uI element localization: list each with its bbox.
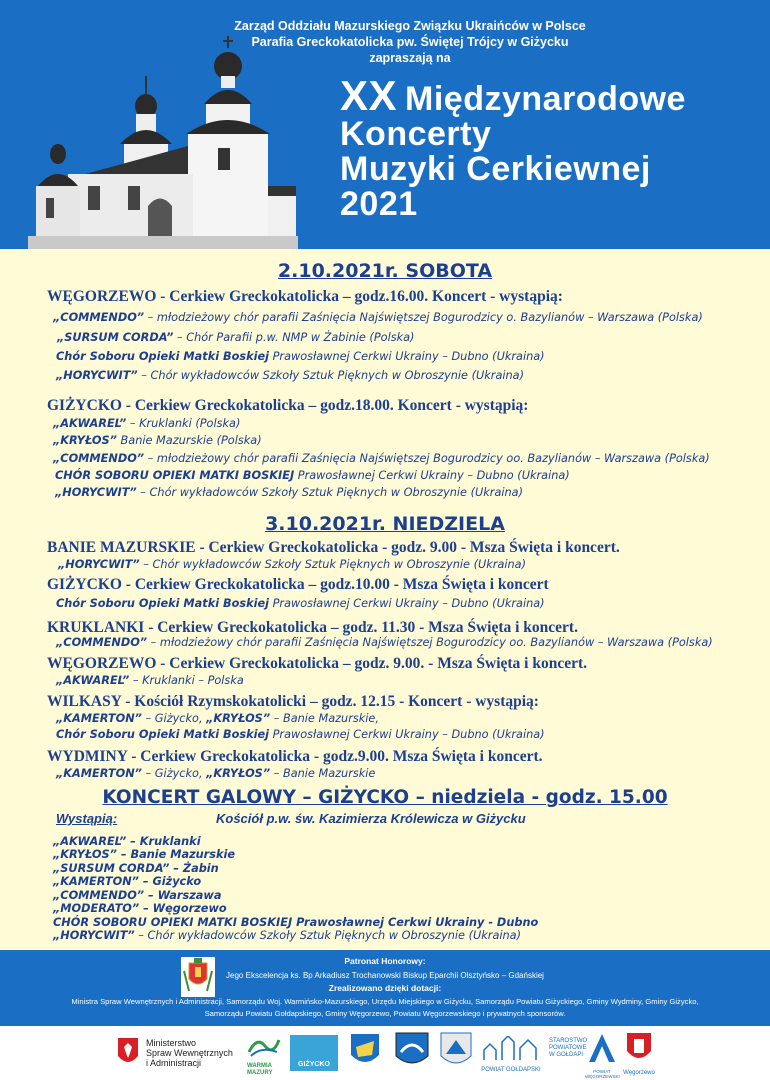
org-line-2: Parafia Greckokatolicka pw. Świętej Trójcy w Giżycku bbox=[251, 35, 569, 49]
day2-loc6-item: „KAMERTON” – Giżycko, „KRYŁOS” – Banie Mazurskie bbox=[56, 767, 376, 780]
mswia-logo-text: Ministerstwo Spraw Wewnętrznych i Administracji bbox=[146, 1038, 233, 1068]
day1-heading: 2.10.2021r. SOBOTA bbox=[277, 260, 493, 282]
day2-loc2-item: Chór Soboru Opieki Matki Boskiej Prawosławnej Cerkwi Ukrainy – Dubno (Ukraina) bbox=[56, 597, 545, 610]
gala-performer: „MODERATO” – Węgorzewo bbox=[53, 902, 227, 915]
day1-location-1: WĘGORZEWO - Cerkiew Greckokatolicka – godz.16.00. Koncert - wystąpią: bbox=[47, 288, 563, 305]
gala-performer: „AKWAREL” – Kruklanki bbox=[53, 835, 201, 848]
patronat-text: Jego Ekscelencja ks. Bp Arkadiusz Trochanowski Biskup Eparchii Olsztyńsko – Gdańskiej bbox=[226, 971, 544, 980]
day1-loc1-item-4: „HORYCWIT” – Chór wykładowców Szkoły Sztuk Pięknych w Obroszynie (Ukraina) bbox=[56, 369, 525, 382]
polish-eagle-icon bbox=[116, 1036, 140, 1068]
day2-heading: 3.10.2021r. NIEDZIELA bbox=[265, 513, 505, 535]
title-line-4: 2021 bbox=[340, 185, 418, 223]
sponsor-logos bbox=[0, 1026, 770, 1080]
starostwo-logo-text: STAROSTWO POWIATOWE W GOŁDAPI bbox=[549, 1038, 588, 1058]
day2-location-2: GIŻYCKO - Cerkiew Greckokatolicka – godz.10.00 - Msza Święta i koncert bbox=[47, 576, 549, 593]
day2-location-3: KRUKLANKI - Cerkiew Greckokatolicka – godz. 11.30 - Msza Święta i koncert. bbox=[47, 619, 578, 636]
gala-performers-label: Wystąpią: bbox=[56, 811, 118, 826]
wegorzewo-logo: Węgorzewo bbox=[622, 1031, 656, 1075]
day2-location-6: WYDMINY - Cerkiew Greckokatolicka - godz.9.00. Msza Święta i koncert. bbox=[47, 748, 543, 765]
church-image bbox=[28, 36, 298, 249]
warmia-mazury-icon bbox=[247, 1034, 281, 1058]
coat-of-arms-icon bbox=[440, 1032, 472, 1070]
gala-performer: „SURSUM CORDA” – Żabin bbox=[53, 862, 219, 875]
footer-banner bbox=[0, 950, 770, 1026]
day2-loc5-item-1: „KAMERTON” – Giżycko, „KRYŁOS” – Banie Mazurskie, bbox=[56, 712, 379, 725]
patronat-title: Patronat Honorowy: bbox=[344, 956, 426, 966]
wegorzewski-icon bbox=[585, 1032, 619, 1064]
day2-location-4: WĘGORZEWO - Cerkiew Greckokatolicka – godz. 9.00. - Msza Święta i koncert. bbox=[47, 655, 588, 672]
day2-location-1: BANIE MAZURSKIE - Cerkiew Greckokatolicka - godz. 9.00 - Msza Święta i koncert. bbox=[47, 539, 620, 556]
day1-loc2-item-1: „AKWAREL” – Kruklanki (Polska) bbox=[53, 417, 241, 430]
gala-performer: „KRYŁOS” – Banie Mazurskie bbox=[53, 848, 236, 861]
powiat-wegorzewski-logo: POWIAT WĘGORZEWSKI bbox=[585, 1032, 619, 1074]
gala-performer: „KAMERTON” – Giżycko bbox=[53, 875, 202, 888]
coat-of-arms-icon bbox=[350, 1033, 380, 1069]
day2-loc4-item: „AKWAREL” – Kruklanki – Polska bbox=[56, 674, 244, 687]
day2-loc5-item-2: Chór Soboru Opieki Matki Boskiej Prawosławnej Cerkwi Ukrainy – Dubno (Ukraina) bbox=[56, 728, 545, 741]
dotacje-title: Zrealizowano dzięki dotacji: bbox=[328, 983, 442, 993]
day1-loc1-item-2: „SURSUM CORDA” – Chór Parafii p.w. NMP w Żabinie (Polska) bbox=[57, 331, 415, 344]
day1-loc2-item-5: „HORYCWIT” – Chór wykładowców Szkoły Sztuk Pięknych w Obroszynie (Ukraina) bbox=[55, 486, 524, 499]
powiat-goldapski-logo: POWIAT GOŁDAPSKI bbox=[480, 1036, 542, 1072]
dotacje-text: Ministra Spraw Wewnętrznych i Administracji, Samorządu Woj. Warmińsko-Mazurskiego, Urzędu Miejskiego w Giżycku, Samorządu Powiatu Giżyckiego, Gminy Wydminy, Gminy Giżycko, Samorządu Powiatu Gołdapskiego, Gminy Węgorzewo, Powiatu Węgorzewskiego i prywatnych sponsorów. bbox=[71, 997, 699, 1018]
day1-loc2-item-2: „KRYŁOS” Banie Mazurskie (Polska) bbox=[53, 434, 262, 447]
gala-heading: KONCERT GALOWY – GIŻYCKO – niedziela - godz. 15.00 bbox=[102, 787, 668, 808]
day2-loc1-item: „HORYCWIT” – Chór wykładowców Szkoły Sztuk Pięknych w Obroszynie (Ukraina) bbox=[58, 558, 527, 571]
wegorzewo-coat-of-arms-icon bbox=[622, 1031, 656, 1065]
title-xx: XX bbox=[340, 72, 398, 119]
day2-location-5: WILKASY - Kościół Rzymskokatolicki – godz. 12.15 - Koncert - wystąpią: bbox=[47, 693, 539, 710]
day2-loc3-item: „COMMENDO” – młodzieżowy chór parafii Zaśnięcia Najświętszej Bogurodzicy oo. Bazylianów – Warszawa (Polska) bbox=[56, 636, 713, 649]
day1-location-2: GIŻYCKO - Cerkiew Greckokatolicka – godz.18.00. Koncert - wystąpią: bbox=[47, 397, 529, 414]
warmia-mazury-logo: WARMIA MAZURY bbox=[247, 1034, 281, 1072]
goldap-town-icon bbox=[480, 1036, 542, 1062]
organizers bbox=[150, 18, 670, 66]
gizycko-logo: GIŻYCKO bbox=[290, 1035, 338, 1071]
gala-performer: „COMMENDO” – Warszawa bbox=[53, 889, 222, 902]
day1-loc1-item-3: Chór Soboru Opieki Matki Boskiej Prawosławnej Cerkwi Ukrainy – Dubno (Ukraina) bbox=[56, 350, 545, 363]
bishop-coat-of-arms-icon bbox=[181, 957, 215, 997]
header-banner bbox=[0, 0, 770, 249]
title-line-2: Koncerty bbox=[340, 115, 492, 153]
gala-performer: CHÓR SOBORU OPIEKI MATKI BOSKIEJ Prawosławnej Cerkwi Ukrainy - Dubno bbox=[53, 916, 539, 929]
coat-of-arms-icon bbox=[395, 1032, 429, 1070]
title-line-3: Muzyki Cerkiewnej bbox=[340, 150, 651, 188]
event-title bbox=[340, 72, 686, 223]
day1-loc2-item-3: „COMMENDO” – młodzieżowy chór parafii Zaśnięcia Najświętszej Bogurodzicy oo. Bazylianów – Warszawa (Polska) bbox=[53, 452, 710, 465]
gala-church: Kościół p.w. św. Kazimierza Królewicza w Giżycku bbox=[216, 811, 526, 826]
title-line-1: Międzynarodowe bbox=[405, 80, 686, 118]
org-line-3: zapraszają na bbox=[369, 51, 451, 65]
org-line-1: Zarząd Oddziału Mazurskiego Związku Ukraińców w Polsce bbox=[234, 19, 586, 33]
day1-loc1-item-1: „COMMENDO” – młodzieżowy chór parafii Zaśnięcia Najświętszej Bogurodzicy o. Bazylianów – Warszawa (Polska) bbox=[53, 311, 703, 324]
day1-loc2-item-4: CHÓR SOBORU OPIEKI MATKI BOSKIEJ Prawosławnej Cerkwi Ukrainy – Dubno (Ukraina) bbox=[55, 469, 570, 482]
gala-performer: „HORYCWIT” – Chór wykładowców Szkoły Sztuk Pięknych w Obroszynie (Ukraina) bbox=[53, 929, 522, 942]
